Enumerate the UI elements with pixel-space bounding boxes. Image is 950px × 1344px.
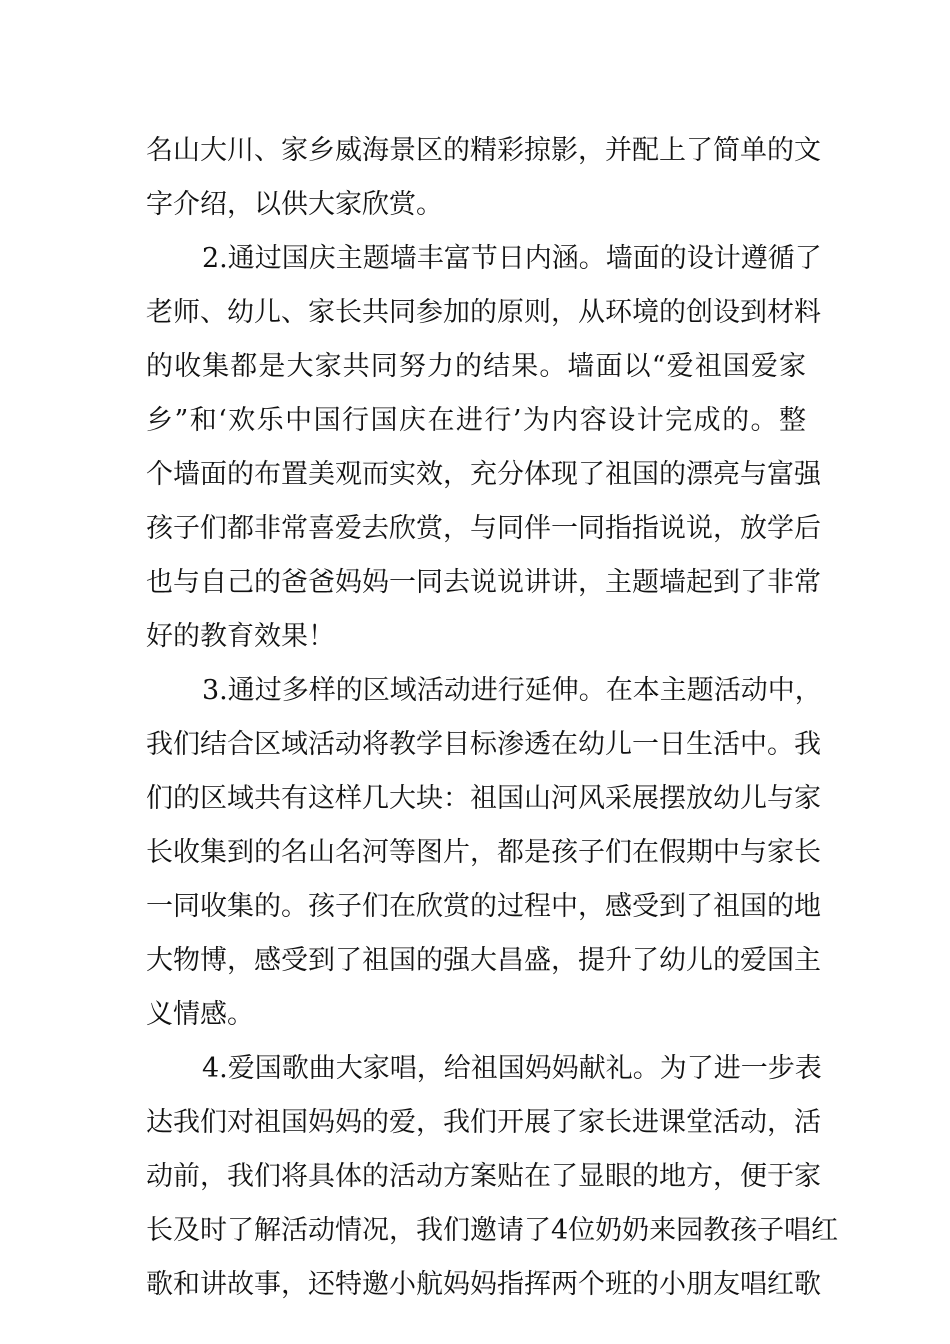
text-line: 乡”和‘欢乐中国行国庆在进行’为内容设计完成的。整 <box>146 405 806 436</box>
text-line: 老师、幼儿、家长共同参加的原则，从环境的创设到材料 <box>146 297 821 328</box>
text-line: 大物博，感受到了祖国的强大昌盛，提升了幼儿的爱国主 <box>146 945 821 976</box>
text-line: 孩子们都非常喜爱去欣赏，与同伴一同指指说说，放学后 <box>146 513 821 544</box>
text-line: 的收集都是大家共同努力的结果。墙面以“爱祖国爱家 <box>146 351 806 382</box>
text-line: 歌和讲故事，还特邀小航妈妈指挥两个班的小朋友唱红歌 <box>146 1269 821 1300</box>
text-line: 义情感。 <box>146 999 254 1030</box>
text-line: 我们结合区域活动将教学目标渗透在幼儿一日生活中。我 <box>146 729 821 760</box>
text-line: 好的教育效果！ <box>146 621 335 652</box>
text-line: 名山大川、家乡威海景区的精彩掠影，并配上了简单的文 <box>146 135 821 166</box>
text-line: 长及时了解活动情况，我们邀请了4位奶奶来园教孩子唱红 <box>146 1215 839 1246</box>
text-line: 个墙面的布置美观而实效，充分体现了祖国的漂亮与富强 <box>146 459 821 490</box>
document-body <box>146 124 839 1312</box>
paragraph-4-first-line: 4.爱国歌曲大家唱，给祖国妈妈献礼。为了进一步表 <box>202 1053 822 1084</box>
paragraph-2-first-line: 2.通过国庆主题墙丰富节日内涵。墙面的设计遵循了 <box>202 243 822 274</box>
paragraph-3-first-line: 3.通过多样的区域活动进行延伸。在本主题活动中， <box>202 675 822 706</box>
text-line: 一同收集的。孩子们在欣赏的过程中，感受到了祖国的地 <box>146 891 821 922</box>
text-line: 们的区域共有这样几大块：祖国山河风采展摆放幼儿与家 <box>146 783 821 814</box>
text-line: 达我们对祖国妈妈的爱，我们开展了家长进课堂活动，活 <box>146 1107 821 1138</box>
text-line: 字介绍，以供大家欣赏。 <box>146 189 443 220</box>
text-line: 长收集到的名山名河等图片，都是孩子们在假期中与家长 <box>146 837 821 868</box>
text-line: 动前，我们将具体的活动方案贴在了显眼的地方，便于家 <box>146 1161 821 1192</box>
text-line: 也与自己的爸爸妈妈一同去说说讲讲，主题墙起到了非常 <box>146 567 821 598</box>
